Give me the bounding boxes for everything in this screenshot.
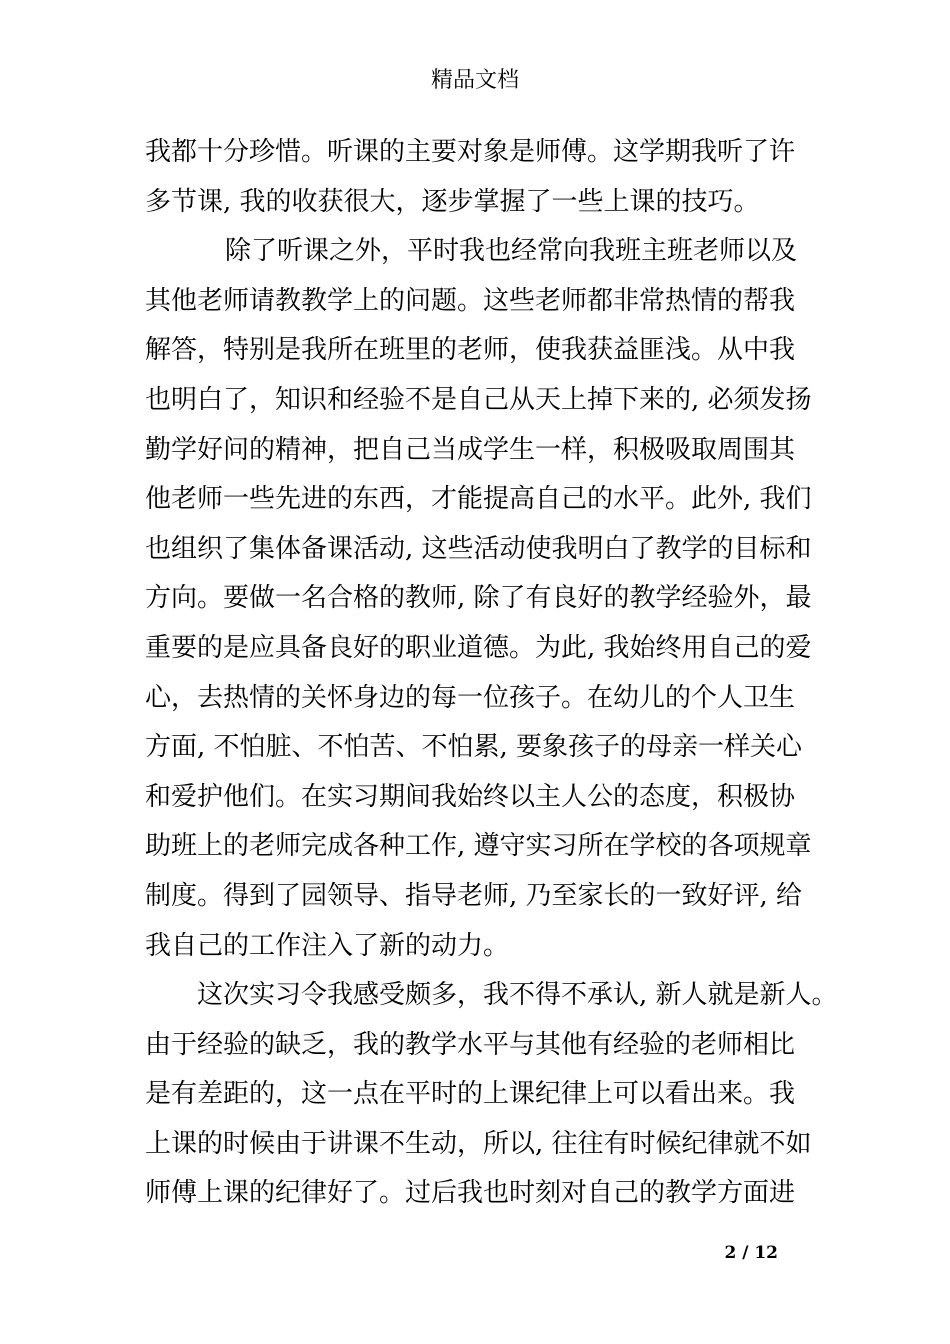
text-line: 也组织了集体备课活动, 这些活动使我明白了教学的目标和 bbox=[145, 533, 812, 564]
text-line: 解答，特别是我所在班里的老师，使我获益匪浅。从中我 bbox=[145, 335, 796, 366]
text-line: 助班上的老师完成各种工作, 遵守实习所在学校的各项规章 bbox=[145, 831, 812, 862]
text-line: 他老师一些先进的东西，才能提高自己的水平。此外, 我们 bbox=[145, 484, 812, 515]
text-line: 方向。要做一名合格的教师, 除了有良好的教学经验外，最 bbox=[145, 583, 812, 614]
page-header-title: 精品文档 bbox=[430, 68, 519, 93]
text-line: 重要的是应具备良好的职业道德。为此, 我始终用自己的爱 bbox=[145, 632, 812, 663]
text-line: 制度。得到了园领导、指导老师, 乃至家长的一致好评, 给 bbox=[145, 880, 803, 911]
text-line: 勤学好问的精神，把自己当成学生一样，积极吸取周围其 bbox=[145, 434, 796, 465]
text-line: 心，去热情的关怀身边的每一位孩子。在幼儿的个人卫生 bbox=[145, 682, 796, 713]
text-line: 是有差距的，这一点在平时的上课纪律上可以看出来。我 bbox=[145, 1079, 796, 1110]
text-line: 方面, 不怕脏、不怕苦、不怕累, 要象孩子的母亲一样关心 bbox=[145, 732, 803, 763]
text-line: 也明白了，知识和经验不是自己从天上掉下来的, 必须发扬 bbox=[145, 384, 812, 415]
text-line: 上课的时候由于讲课不生动，所以, 往往有时候纪律就不如 bbox=[145, 1128, 812, 1159]
text-line: 除了听课之外，平时我也经常向我班主班老师以及 bbox=[225, 236, 798, 267]
text-line: 其他老师请教教学上的问题。这些老师都非常热情的帮我 bbox=[145, 285, 796, 316]
text-line: 多节课, 我的收获很大，逐步掌握了一些上课的技巧。 bbox=[145, 186, 760, 217]
text-line: 我都十分珍惜。听课的主要对象是师傅。这学期我听了许 bbox=[145, 137, 796, 167]
page-number: 2 / 12 bbox=[724, 1243, 778, 1263]
text-line: 由于经验的缺乏，我的教学水平与其他有经验的老师相比 bbox=[145, 1029, 796, 1060]
text-line: 师傅上课的纪律好了。过后我也时刻对自己的教学方面进 bbox=[145, 1178, 796, 1209]
text-line: 我自己的工作注入了新的动力。 bbox=[145, 930, 510, 961]
text-line: 这次实习令我感受颇多，我不得不承认, 新人就是新人。 bbox=[197, 980, 838, 1011]
document-body bbox=[145, 128, 838, 1219]
text-line: 和爱护他们。在实习期间我始终以主人公的态度，积极协 bbox=[145, 781, 796, 812]
